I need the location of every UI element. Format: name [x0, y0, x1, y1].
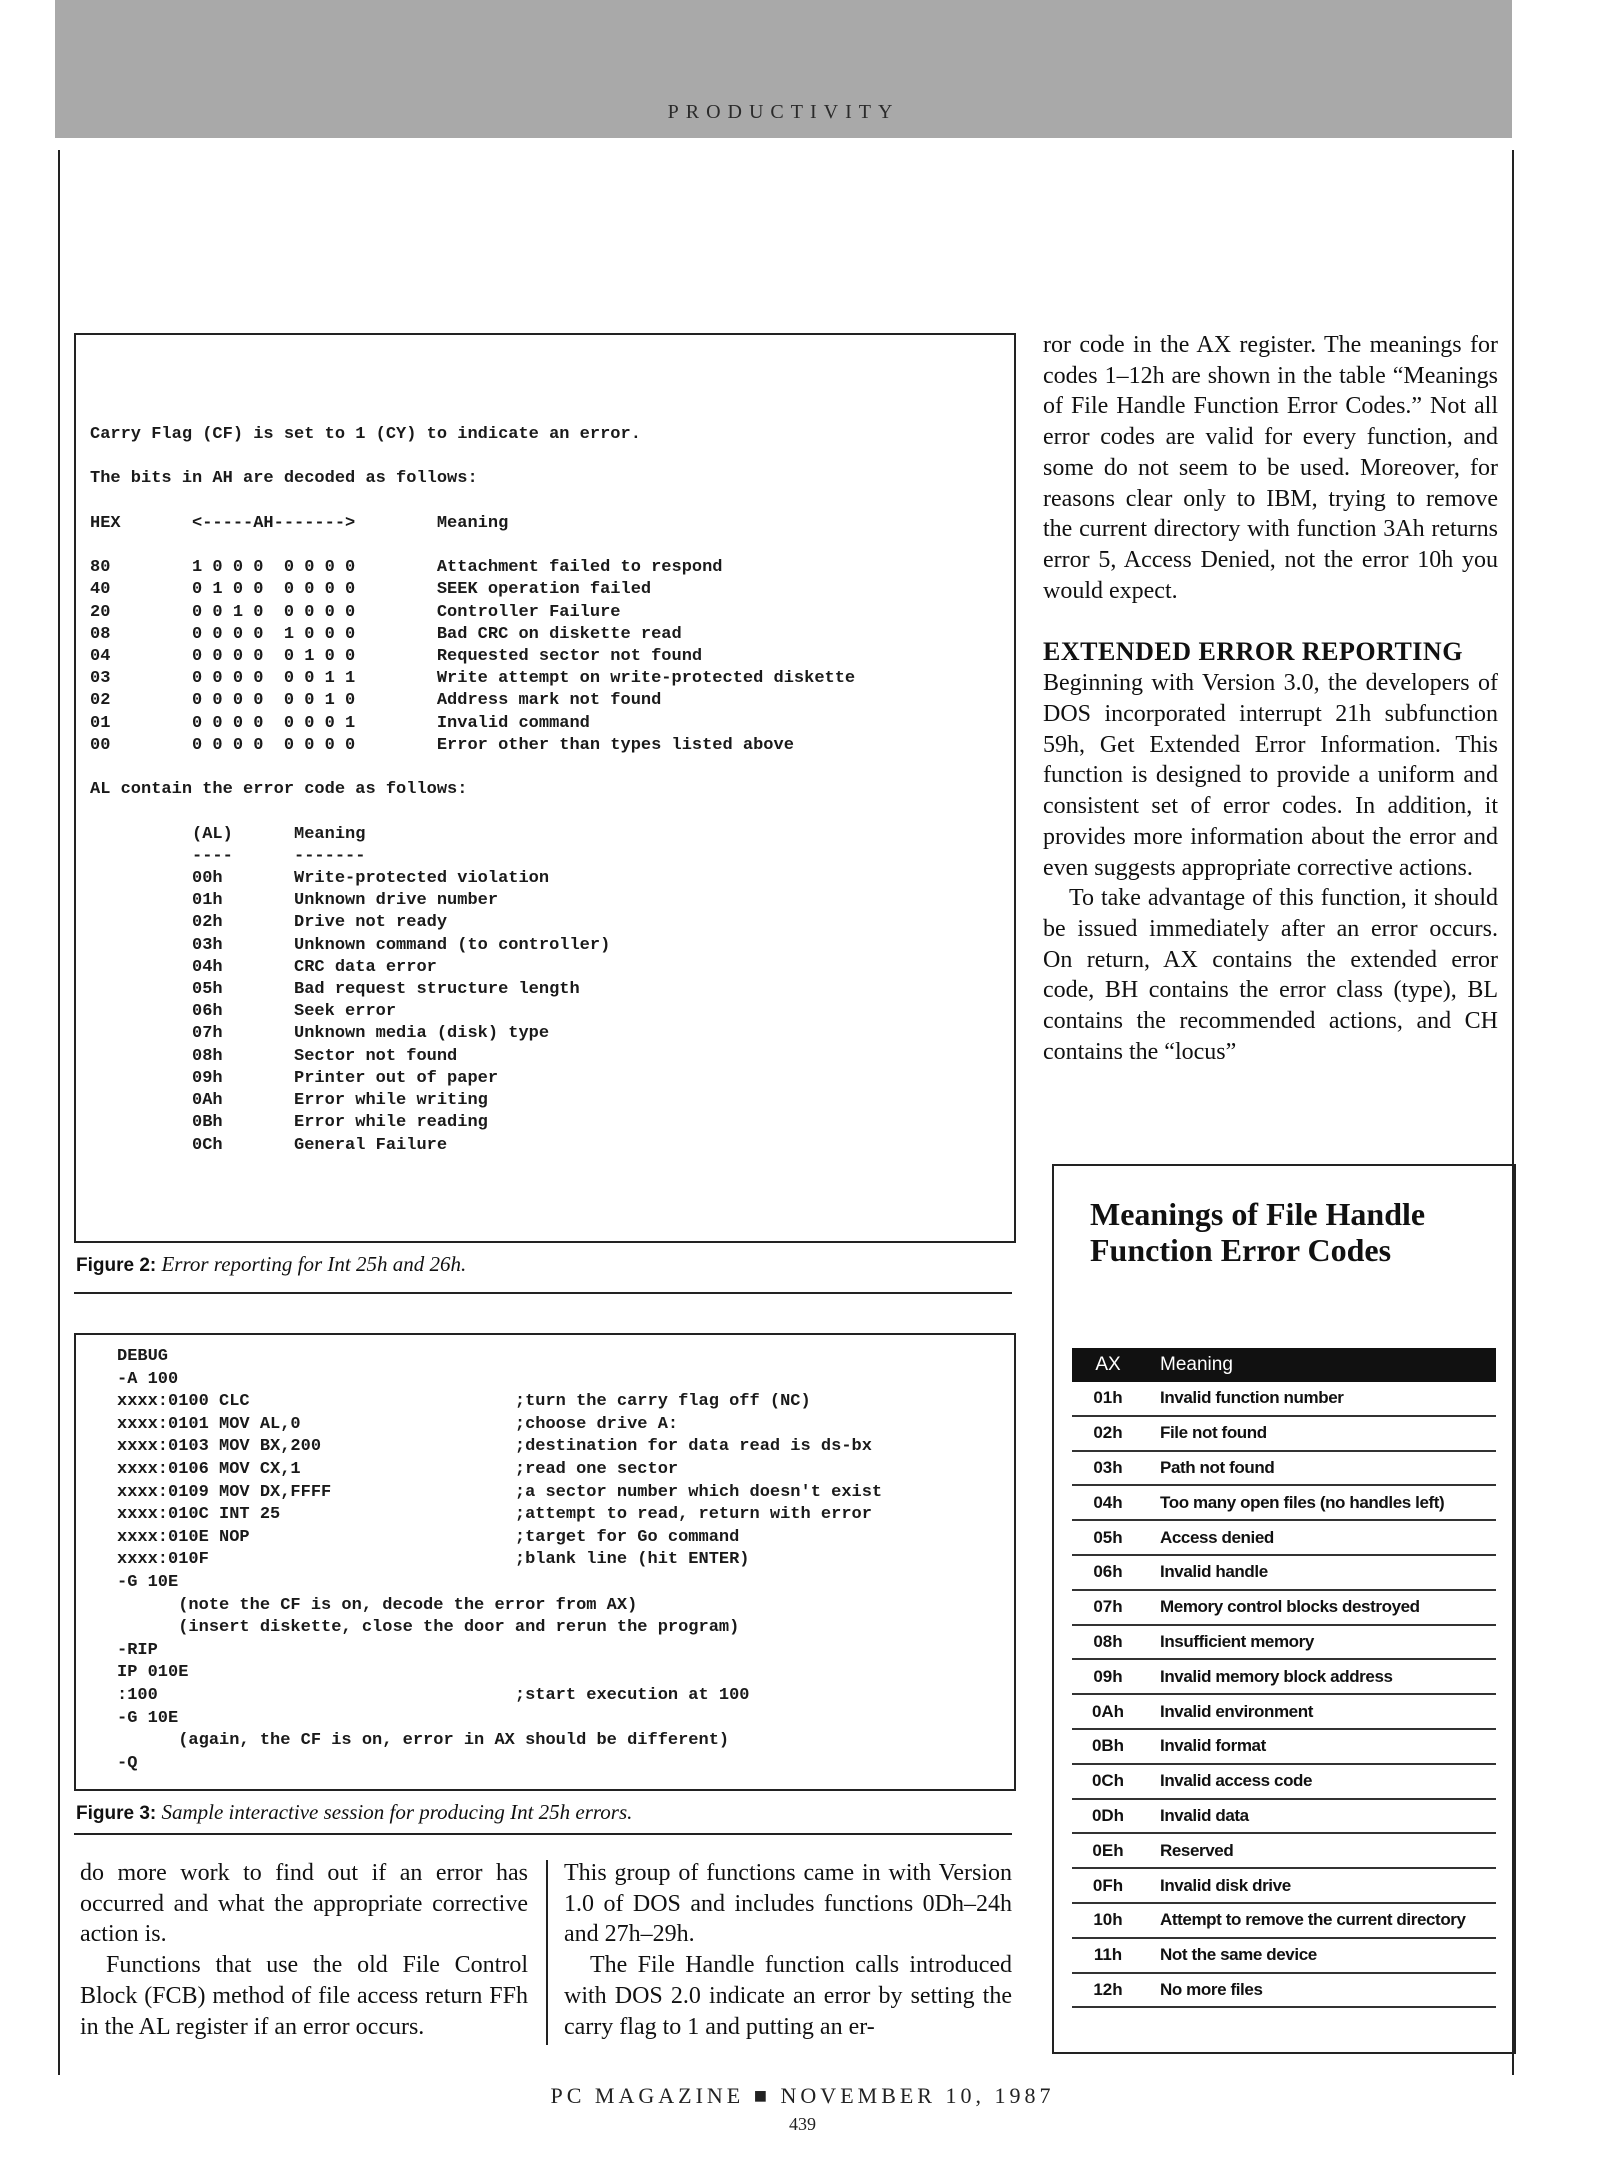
code-line: 07h Unknown media (disk) type	[90, 1024, 550, 1044]
code-line: Carry Flag (CF) is set to 1 (CY) to indicate an error.	[90, 425, 641, 444]
error-meaning: Invalid memory block address	[1160, 1666, 1393, 1686]
right-column-text	[1043, 330, 1498, 1067]
header-meaning: Meaning	[1160, 1354, 1233, 1375]
code-line: (AL) Meaning	[90, 824, 366, 844]
error-meaning: Invalid access code	[1160, 1771, 1313, 1791]
code-line: (insert diskette, close the door and rerun the program)	[117, 1618, 740, 1638]
header-ax: AX	[1095, 1354, 1121, 1375]
code-line: HEX <-----AH-------> Meaning	[90, 513, 509, 533]
figure-2-caption	[76, 1252, 466, 1277]
footer-magazine: PC MAGAZINE ■ NOVEMBER 10, 1987	[550, 2083, 1055, 2108]
table-row	[1072, 1695, 1496, 1730]
code-line: 01 0 0 0 0 0 0 0 1 Invalid command	[90, 713, 590, 733]
code-line: xxxx:010E NOP ;target for Go command	[117, 1527, 740, 1547]
code-line: 40 0 1 0 0 0 0 0 0 SEEK operation failed	[90, 580, 652, 600]
figure-3-caption	[76, 1800, 632, 1825]
code-line: 80 1 0 0 0 0 0 0 0 Attachment failed to respond	[90, 558, 723, 578]
figure-2-caption-text: Error reporting for Int 25h and 26h.	[161, 1252, 467, 1276]
bottom-middle-text	[564, 1858, 1012, 2042]
code-line: 03 0 0 0 0 0 0 1 1 Write attempt on write-protected diskette	[90, 669, 856, 689]
error-code: 02h	[1093, 1423, 1123, 1443]
bottom-mid-para-1: This group of functions came in with Version 1.0 of DOS and includes functions 0Dh–24h and 27h–29h.	[564, 1860, 1012, 1948]
error-meaning: Too many open files (no handles left)	[1160, 1492, 1445, 1512]
table-row	[1072, 1452, 1496, 1487]
code-line: 00h Write-protected violation	[90, 869, 550, 889]
code-line: 04h CRC data error	[90, 957, 437, 977]
code-line: xxxx:0103 MOV BX,200 ;destination for data read is ds-bx	[117, 1437, 872, 1457]
table-row	[1072, 1974, 1496, 2009]
right-para-3: To take advantage of this function, it should be issued immediately after an error occurs. On return, AX contains the extended error code, BH contains the error class (type), BL contains the recommended actions, and CH contains the “locus”	[1043, 885, 1498, 1065]
error-meaning: Path not found	[1160, 1457, 1275, 1477]
figure-3-caption-text: Sample interactive session for producing Int 25h errors.	[161, 1800, 633, 1824]
error-meaning: Memory control blocks destroyed	[1160, 1597, 1420, 1617]
bottom-left-para-2: Functions that use the old File Control Block (FCB) method of file access return FFh in the AL register if an error occurs.	[80, 1952, 528, 2040]
error-meaning: Insufficient memory	[1160, 1631, 1314, 1651]
table-row	[1072, 1417, 1496, 1452]
figure-2-label: Figure 2:	[76, 1255, 157, 1276]
table-row	[1072, 1869, 1496, 1904]
error-meaning: Invalid environment	[1160, 1701, 1313, 1721]
table-row	[1072, 1626, 1496, 1661]
table-row	[1072, 1591, 1496, 1626]
error-code: 07h	[1093, 1597, 1123, 1617]
code-line: 02 0 0 0 0 0 0 1 0 Address mark not found	[90, 691, 662, 711]
error-meaning: Not the same device	[1160, 1945, 1317, 1965]
table-row	[1072, 1556, 1496, 1591]
right-para-2: Beginning with Version 3.0, the developers of DOS incorporated interrupt 21h subfunction 59h, Get Extended Error Information. This function is designed to provide a uniform and consistent set of error codes. In addition, it provides more information about the error and even suggests appropriate corrective actions.	[1043, 670, 1498, 881]
column-divider	[546, 1860, 548, 2045]
extended-error-heading: EXTENDED ERROR REPORTING	[1043, 637, 1463, 667]
code-line: xxxx:0106 MOV CX,1 ;read one sector	[117, 1459, 679, 1479]
code-line: -RIP	[117, 1640, 158, 1660]
bottom-mid-para-2: The File Handle function calls introduced with DOS 2.0 indicate an error by setting the carry flag to 1 and putting an er-	[564, 1952, 1012, 2040]
code-line: 06h Seek error	[90, 1002, 397, 1022]
error-code: 0Eh	[1092, 1840, 1124, 1860]
code-line: ---- -------	[90, 846, 366, 866]
code-line: :100 ;start execution at 100	[117, 1685, 750, 1705]
figure-2-listing	[90, 424, 855, 1157]
code-line: 08h Sector not found	[90, 1046, 458, 1066]
error-code: 0Dh	[1091, 1805, 1125, 1825]
code-line: 05h Bad request structure length	[90, 980, 580, 1000]
code-line: 03h Unknown command (to controller)	[90, 935, 611, 955]
error-code: 06h	[1093, 1562, 1123, 1582]
code-line: xxxx:010C INT 25 ;attempt to read, return with error	[117, 1505, 872, 1525]
code-line: The bits in AH are decoded as follows:	[90, 469, 478, 489]
code-line: DEBUG	[117, 1347, 169, 1366]
code-line: 08 0 0 0 0 1 0 0 0 Bad CRC on diskette read	[90, 624, 682, 644]
error-code: 10h	[1093, 1910, 1123, 1930]
error-meaning: Invalid data	[1160, 1805, 1249, 1825]
table-row	[1072, 1660, 1496, 1695]
figure-2-rule	[74, 1292, 1012, 1294]
error-code: 04h	[1093, 1492, 1123, 1512]
table-row	[1072, 1800, 1496, 1835]
code-line: -G 10E	[117, 1708, 179, 1728]
right-para-1: ror code in the AX register. The meanings for codes 1–12h are shown in the table “Meanings of File Handle Function Error Codes.” Not all error codes are valid for every function, and some do not seem to be used. Moreover, for reasons clear only to IBM, trying to remove the current directory with function 3Ah returns error 5, Access Denied, not the error 10h you would expect.	[1043, 332, 1498, 604]
code-line: 0Ch General Failure	[90, 1135, 448, 1155]
bottom-left-text	[80, 1858, 528, 2042]
code-line: 20 0 0 1 0 0 0 0 0 Controller Failure	[90, 602, 621, 622]
error-meaning: Invalid disk drive	[1160, 1875, 1291, 1895]
code-line: AL contain the error code as follows:	[90, 780, 468, 800]
page-number: 439	[789, 2114, 816, 2134]
code-line: -Q	[117, 1753, 138, 1773]
error-code: 03h	[1093, 1457, 1123, 1477]
error-meaning: Invalid handle	[1160, 1562, 1268, 1582]
figure-3-rule	[74, 1833, 1012, 1835]
error-code: 08h	[1093, 1631, 1123, 1651]
code-line: 02h Drive not ready	[90, 913, 448, 933]
error-meaning: No more files	[1160, 1979, 1263, 1999]
table-row	[1072, 1382, 1496, 1417]
code-line: xxxx:0100 CLC ;turn the carry flag off (NC)	[117, 1392, 811, 1412]
table-row	[1072, 1765, 1496, 1800]
error-meaning: File not found	[1160, 1423, 1267, 1443]
error-meaning: Invalid function number	[1160, 1388, 1344, 1408]
code-line: 09h Printer out of paper	[90, 1068, 499, 1088]
error-code: 05h	[1093, 1527, 1123, 1547]
code-line: xxxx:0101 MOV AL,0 ;choose drive A:	[117, 1414, 679, 1434]
error-meaning: Reserved	[1160, 1840, 1234, 1860]
code-line: (again, the CF is on, error in AX should be different)	[117, 1731, 730, 1751]
code-line: IP 010E	[117, 1663, 189, 1683]
code-line: (note the CF is on, decode the error from AX)	[117, 1595, 638, 1615]
header-band	[55, 0, 1512, 138]
left-page-rule	[58, 150, 60, 2075]
table-row	[1072, 1904, 1496, 1939]
table-row	[1072, 1730, 1496, 1765]
code-line: 00 0 0 0 0 0 0 0 0 Error other than types listed above	[90, 735, 794, 755]
code-line: 01h Unknown drive number	[90, 891, 499, 911]
code-line: xxxx:0109 MOV DX,FFFF ;a sector number which doesn't exist	[117, 1482, 883, 1502]
code-line: -G 10E	[117, 1572, 179, 1592]
figure-3-listing	[117, 1346, 882, 1775]
figure-3-label: Figure 3:	[76, 1803, 157, 1824]
error-code: 0Ah	[1091, 1701, 1125, 1721]
error-code: 0Bh	[1091, 1736, 1125, 1756]
error-meaning: Invalid format	[1160, 1736, 1266, 1756]
table-row	[1072, 1939, 1496, 1974]
code-line: xxxx:010F ;blank line (hit ENTER)	[117, 1550, 750, 1570]
error-code: 0Fh	[1092, 1875, 1124, 1895]
error-code: 0Ch	[1091, 1771, 1125, 1791]
error-code: 01h	[1093, 1388, 1123, 1408]
error-meaning: Access denied	[1160, 1527, 1274, 1547]
table-row	[1072, 1834, 1496, 1869]
code-line: -A 100	[117, 1369, 179, 1389]
section-header: PRODUCTIVITY	[667, 101, 900, 123]
code-line: 0Ah Error while writing	[90, 1091, 488, 1111]
table-header	[1072, 1348, 1496, 1382]
error-code: 12h	[1093, 1979, 1123, 1999]
error-codes-sidebar	[1052, 1164, 1516, 2054]
error-meaning: Attempt to remove the current directory	[1160, 1910, 1466, 1930]
sidebar-title: Meanings of File Handle Function Error Codes	[1090, 1196, 1426, 1268]
error-code: 09h	[1093, 1666, 1123, 1686]
error-code: 11h	[1093, 1945, 1123, 1965]
bottom-left-para-1: do more work to find out if an error has occurred and what the appropriate corrective action is.	[80, 1860, 528, 1948]
code-line: 04 0 0 0 0 0 1 0 0 Requested sector not found	[90, 647, 703, 667]
table-row	[1072, 1486, 1496, 1521]
error-codes-table	[1072, 1348, 1496, 2008]
code-line: 0Bh Error while reading	[90, 1113, 488, 1133]
table-row	[1072, 1521, 1496, 1556]
